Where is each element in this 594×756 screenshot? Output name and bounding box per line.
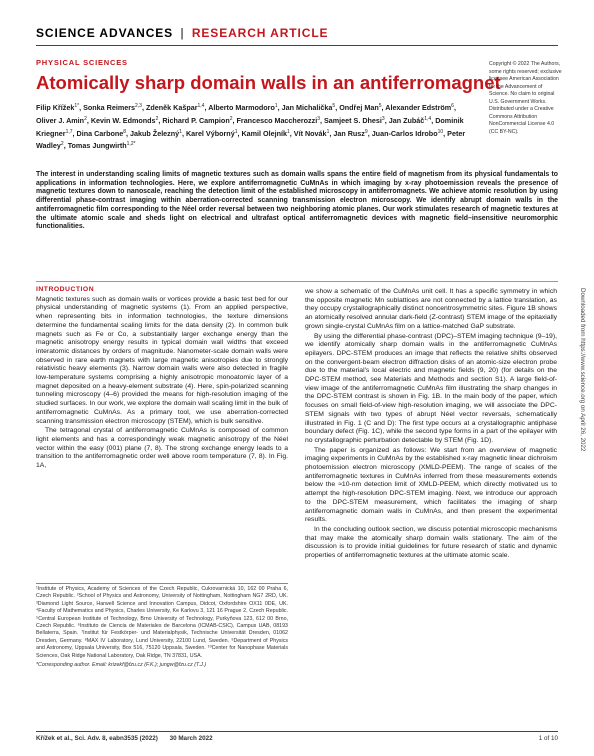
- author-name: Alexander Edström: [385, 103, 452, 112]
- author-name: Juan-Carlos Idrobo: [371, 128, 438, 138]
- author-affiliation-mark: 1: [326, 128, 330, 135]
- author-affiliation-mark: 1: [179, 128, 182, 135]
- header-separator: |: [180, 26, 185, 40]
- author-name: Oliver J. Amin: [36, 115, 85, 125]
- section-rule: [36, 281, 558, 282]
- author-name: Sonka Reimers: [83, 103, 136, 112]
- author-affiliation-mark: 9: [364, 128, 368, 135]
- author-affiliation-mark: 2: [84, 115, 87, 122]
- body-column-right: [305, 288, 557, 562]
- author-affiliation-mark: 1,2*: [126, 141, 136, 148]
- author-affiliation-mark: 1: [274, 103, 278, 109]
- author-affiliation-mark: 1: [287, 128, 290, 135]
- footer-rule: [36, 731, 558, 732]
- copyright-notice: Copyright © 2022 The Authors, some rights reserved; exclusive licensee American Association for the Advancement of Science. No claim to original U.S. Government Works. Distributed under a Creative Commons Attribution NonCommercial License 4.0 (CC BY-NC).: [489, 61, 562, 135]
- author-affiliation-mark: 6: [451, 103, 454, 109]
- author-affiliation-mark: 3: [317, 115, 320, 122]
- paragraph: By using the differential phase-contrast (DPC)–STEM imaging technique (9–19), we identify atomically sharp domain walls in the antiferromagnetic CuMnAs epilayers. DPC-STEM produces an image that reflects the relative shifts observed on the convergent-beam electron diffraction disks of an atomic-size electron probe due to the material's local electric and magnetic fields (9, 20) (for details on the DPC-STEM method, see Materials and Methods and section S1). A large field-of-view image of the antiferromagnetic CuMnAs film illustrating the sharp changes in the DPC-STEM contrast is shown in Fig. 1B. In the main body of the paper, which focuses on small field-of-view high-resolution imaging, we will associate the DPC-STEM signals with two types of abrupt Néel vector reversals, schematically illustrated in Fig. 1 (C and D): The first type occurs at a crystallographic antiphase boundary defect (Fig. 1C), while the second type forms in a part of the epilayer with no crystallographic perturbation detectable by STEM (Fig. 1D).: [305, 332, 557, 444]
- author-name: Vít Novák: [293, 128, 327, 138]
- author-affiliation-mark: 5: [332, 103, 336, 109]
- journal-header: [36, 26, 556, 42]
- author-name: Francesco Maccherozzi: [236, 115, 318, 125]
- author-affiliation-mark: 10: [437, 128, 444, 135]
- footer-citation: Křížek et al., Sci. Adv. 8, eabn3535 (2022): [36, 735, 158, 742]
- subject-kicker: PHYSICAL SCIENCES: [36, 58, 128, 67]
- author-name: Karel Výborný: [185, 128, 235, 138]
- paragraph: In the concluding outlook section, we discuss potential microscopic mechanisms that may make the atomically sharp domain walls stationary. The aim of the discussion is to provide initial guidelines for future research of static and dynamic properties of antiferromagnetic textures at the ultimate atomic scale.: [305, 525, 557, 560]
- journal-name: SCIENCE ADVANCES: [36, 26, 174, 40]
- author-affiliation-mark: 1,4: [197, 103, 205, 109]
- paragraph: Magnetic textures such as domain walls or vortices provide a basic test bed for our physical understanding of magnetic systems (1). From an applied perspective, when representing bits in information technologies, the texture dimensions determine the fundamental scaling limits for the data density (2). In common bulk magnets such as Fe or Co, a substantially larger exchange energy than the magnetic anisotropy energy results in typical domain wall widths that exceed interatomic distances by orders of magnitude. Nanometer-scale domain walls were observed in rare earth magnets with large magnetic anisotropies due to strongly relativistic heavy elements (3). Narrow domain walls were also detected in fragile low-temperature systems comprising a highly anisotropic monoatomic layer of a magnet deposited on a heavy-element substrate (4). Here, spin-polarized scanning tunneling microscopy (4–6) provided the means for high-resolution imaging of the studied surfaces. In our work, we explore the domain wall scaling limit in the bulk of antiferromagnetic CuMnAs. As a primary tool, we use aberration-corrected scanning transmission electron microscopy (STEM), which is bulk sensitive.: [36, 295, 288, 425]
- page-number: 1 of 10: [538, 735, 558, 742]
- author-affiliation-mark: 2: [155, 115, 159, 122]
- author-name: Jan Michalička: [281, 103, 333, 112]
- author-list: [36, 101, 472, 152]
- author-affiliation-mark: 3: [381, 115, 385, 122]
- article-title: Atomically sharp domain walls in an antiferromagnet: [36, 72, 501, 93]
- author-name: Jan Rusz: [333, 128, 365, 138]
- author-name: Jakub Železný: [130, 128, 180, 138]
- article-section: RESEARCH ARTICLE: [191, 26, 329, 40]
- author-affiliation-mark: 1: [234, 128, 238, 135]
- author-name: Alberto Marmodoro: [208, 103, 275, 112]
- author-name: Kevin W. Edmonds: [90, 115, 156, 125]
- author-affiliation-mark: 1,4: [424, 115, 432, 122]
- author-name: Kamil Olejník: [241, 128, 288, 138]
- author-name: Peter Wadley: [36, 128, 466, 151]
- affiliations: ¹Institute of Physics, Academy of Sciences of the Czech Republic, Cukrovarnická 10, 162 00 Praha 6, Czech Republic. ²School of Physics and Astronomy, University of Nottingham, Nottingham NG7 2RD, UK. ³Diamond Light Source, Harwell Science and Innovation Campus, Didcot, Oxfordshire OX11 0DE, UK. ⁴Faculty of Mathematics and Physics, Charles University, Ke Karlovu 3, 121 16 Prague 2, Czech Republic. ⁵Central European Institute of Technology, Brno University of Technology, Purkyňova 123, 612 00 Brno, Czech Republic. ⁶Instituto de Ciencia de Materiales de Barcelona (ICMAB-CSIC), Campus UAB, 08193 Bellaterra, Spain. ⁷Institut für Festkörper- und Materialphysik, Technische Universität Dresden, 01062 Dresden, Germany. ⁸MAX IV Laboratory, Lund University, 22100 Lund, Sweden. ⁹Department of Physics and Astronomy, Uppsala University, Box 516, 75120 Uppsala, Sweden. ¹⁰Center for Nanophase Materials Sciences, Oak Ridge National Laboratory, Oak Ridge, TN 37831, USA.: [36, 586, 288, 659]
- author-name: Samjeet S. Dhesi: [323, 115, 382, 125]
- author-name: Jan Zubáč: [388, 115, 425, 125]
- author-name: Ondřej Man: [339, 103, 379, 112]
- author-affiliation-mark: 2: [229, 115, 233, 122]
- corresponding-author: *Corresponding author. Email: krizekf@fzu.cz (F.K.); jungw@fzu.cz (T.J.): [36, 662, 207, 669]
- download-watermark: Downloaded from https://www.science.org on April 26, 2022: [579, 288, 586, 452]
- paragraph: The tetragonal crystal of antiferromagnetic CuMnAs is composed of common light elements and has a correspondingly weak magnetic anisotropy of the Néel vector within the easy (001) plane (7, 8). The strong exchange energy leads to a transition to the antiferromagnetic order well above room temperature (7, 8). In Fig. 1A,: [36, 427, 288, 470]
- author-affiliation-mark: 1*: [74, 103, 80, 109]
- footer-citation-block: [36, 735, 213, 742]
- paragraph: we show a schematic of the CuMnAs unit cell. It has a specific symmetry in which the opposite magnetic Mn sublattices are not connected by a lattice translation, as they occupy crystallographically distinct noncentrosymmetric sites. Figure 1B shows an atomically resolved annular dark-field (Z-contrast) STEM image of the epitaxially grown single-crystal CuMnAs film on a lattice-matched GaP substrate.: [305, 288, 557, 330]
- author-affiliation-mark: 2: [60, 141, 64, 148]
- footer-date: 30 March 2022: [169, 735, 213, 742]
- author-name: Filip Křížek: [36, 103, 75, 112]
- author-affiliation-mark: 8: [123, 128, 127, 135]
- author-name: Zdeněk Kašpar: [145, 103, 198, 112]
- body-column-left: [36, 286, 288, 472]
- header-rule: [36, 45, 558, 46]
- affiliation-footnotes: [36, 586, 288, 669]
- author-name: Dominik Kriegner: [36, 115, 464, 138]
- author-name: Dina Carbone: [76, 128, 124, 138]
- author-affiliation-mark: 5: [378, 103, 382, 109]
- author-affiliation-mark: 1,7: [65, 128, 73, 135]
- introduction-heading: INTRODUCTION: [36, 286, 95, 293]
- paragraph: The paper is organized as follows: We start from an overview of magnetic imaging experiments in CuMnAs by the established x-ray magnetic linear dichroism photoemission electron microscopy (XMLD-PEEM). The range of scales of the antiferromagnetic textures in CuMnAs inferred from these measurements extends below the ≈10-nm detection limit of XMLD-PEEM, which directly motivated us to attempt the high-resolution DPC-STEM imaging. Next, we introduce our approach to the DPC-STEM measurement, which facilitates the imaging of sharp antiferromagnetic domain walls in CuMnAs, and then present the experimental results.: [305, 446, 557, 524]
- abstract: The interest in understanding scaling limits of magnetic textures such as domain walls spans the entire field of magnetism from its physical fundamentals to applications in information technologies. Here, we explore antiferromagnetic CuMnAs in which imaging by x-ray photoemission reveals the presence of magnetic textures down to nanoscale, reaching the detection limit of the established microscopy in antiferromagnets. We achieve atomic resolution by using differential phase-contrast imaging within aberration-corrected scanning transmission electron microscopy. We identify abrupt domain walls in the antiferromagnetic film corresponding to the Néel order reversal between two neighboring atomic planes. Our work stimulates research of magnetic textures at the ultimate atomic scale and sheds light on electrical and ultrafast optical antiferromagnetic devices with magnetic field–insensitive neuromorphic functionalities.: [36, 171, 558, 231]
- author-affiliation-mark: 2,3: [135, 103, 142, 109]
- author-name: Tomas Jungwirth: [67, 141, 127, 151]
- author-name: Richard P. Campion: [162, 115, 230, 125]
- footnote-rule: [36, 583, 288, 584]
